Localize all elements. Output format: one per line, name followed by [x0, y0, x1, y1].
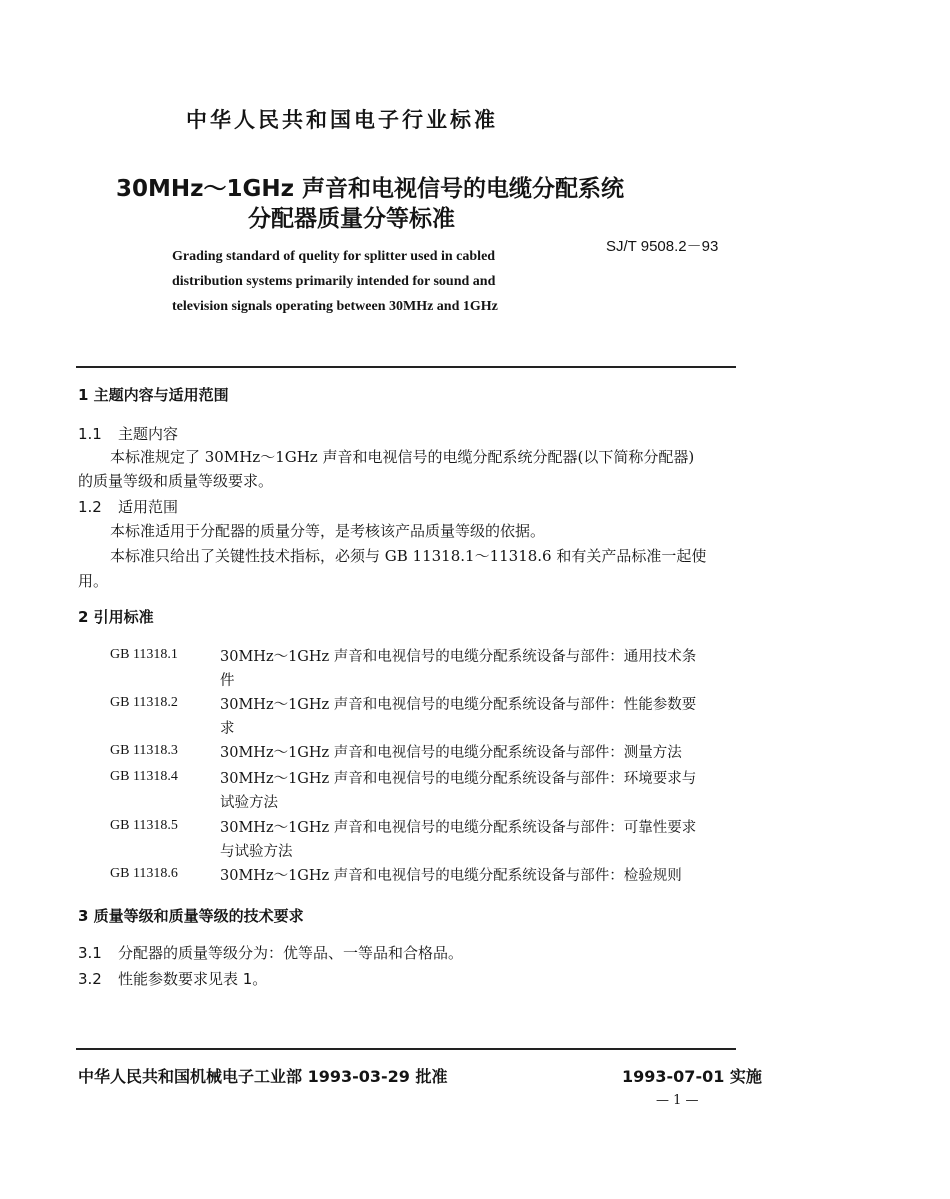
subsection-1-1 [78, 423, 178, 444]
reference-title-line1: 30MHz～1GHz 声音和电视信号的电缆分配系统设备与部件：通用技术条 [220, 649, 697, 665]
document-title-line2: 分配器质量分等标准 [248, 206, 455, 232]
reference-code: GB 11318.2 [110, 695, 178, 710]
section-3-heading: 3 质量等级和质量等级的技术要求 [78, 907, 304, 925]
reference-title-line1: 30MHz～1GHz 声音和电视信号的电缆分配系统设备与部件：环境要求与 [220, 771, 697, 787]
subsection-title: 适用范围 [118, 498, 179, 516]
subsection-number: 3.2 [78, 970, 102, 988]
document-title-line1: 30MHz～1GHz 声音和电视信号的电缆分配系统 [116, 176, 625, 202]
subsection-title: 主题内容 [118, 425, 179, 443]
reference-title-line1: 30MHz～1GHz 声音和电视信号的电缆分配系统设备与部件：性能参数要 [220, 697, 697, 713]
paragraph-1-2-b-line2: 用。 [78, 572, 109, 590]
issuing-body-header: 中华人民共和国电子行业标准 [186, 108, 498, 132]
english-title-line2: distribution systems primarily intended for sound and [172, 274, 496, 289]
reference-title-line1: 30MHz～1GHz 声音和电视信号的电缆分配系统设备与部件：检验规则 [220, 868, 682, 884]
section-2-heading: 2 引用标准 [78, 608, 154, 626]
standard-number: SJ/T 9508.2－93 [606, 238, 719, 255]
reference-code: GB 11318.6 [110, 866, 178, 881]
reference-code: GB 11318.4 [110, 769, 178, 784]
paragraph-1-1-line2: 的质量等级和质量等级要求。 [78, 472, 274, 490]
page-number: — 1 — [656, 1093, 699, 1108]
header-divider [76, 366, 736, 368]
subsection-1-2 [78, 496, 178, 517]
reference-title-line2: 试验方法 [220, 795, 278, 811]
reference-title-line1: 30MHz～1GHz 声音和电视信号的电缆分配系统设备与部件：测量方法 [220, 745, 682, 761]
reference-code: GB 11318.5 [110, 818, 178, 833]
reference-title-line2: 件 [220, 673, 235, 689]
footer-divider [76, 1048, 736, 1050]
paragraph-1-2-a: 本标准适用于分配器的质量分等，是考核该产品质量等级的依据。 [110, 522, 546, 540]
english-title-line1: Grading standard of quelity for splitter used in cabled [172, 249, 496, 264]
subsection-number: 3.1 [78, 944, 102, 962]
subsection-3-1 [78, 942, 463, 963]
reference-title-line1: 30MHz～1GHz 声音和电视信号的电缆分配系统设备与部件：可靠性要求 [220, 820, 697, 836]
paragraph-1-2-b-line1: 本标准只给出了关键性技术指标，必须与 GB 11318.1～11318.6 和有关产品标准一起使 [110, 547, 707, 565]
reference-title-line2: 求 [220, 721, 235, 737]
subsection-text: 性能参数要求见表 1。 [118, 970, 268, 988]
paragraph-1-1-line1: 本标准规定了 30MHz～1GHz 声音和电视信号的电缆分配系统分配器(以下简称分配器) [110, 448, 695, 466]
subsection-3-2 [78, 968, 267, 989]
implementation-date: 1993-07-01 实施 [622, 1067, 762, 1086]
approval-statement: 中华人民共和国机械电子工业部 1993-03-29 批准 [78, 1067, 448, 1086]
section-1-heading: 1 主题内容与适用范围 [78, 386, 229, 404]
reference-code: GB 11318.1 [110, 647, 178, 662]
english-title-line3: television signals operating between 30MHz and 1GHz [172, 299, 498, 314]
subsection-number: 1.1 [78, 425, 102, 443]
reference-code: GB 11318.3 [110, 743, 178, 758]
reference-title-line2: 与试验方法 [220, 844, 293, 860]
subsection-text: 分配器的质量等级分为：优等品、一等品和合格品。 [118, 944, 464, 962]
subsection-number: 1.2 [78, 498, 102, 516]
